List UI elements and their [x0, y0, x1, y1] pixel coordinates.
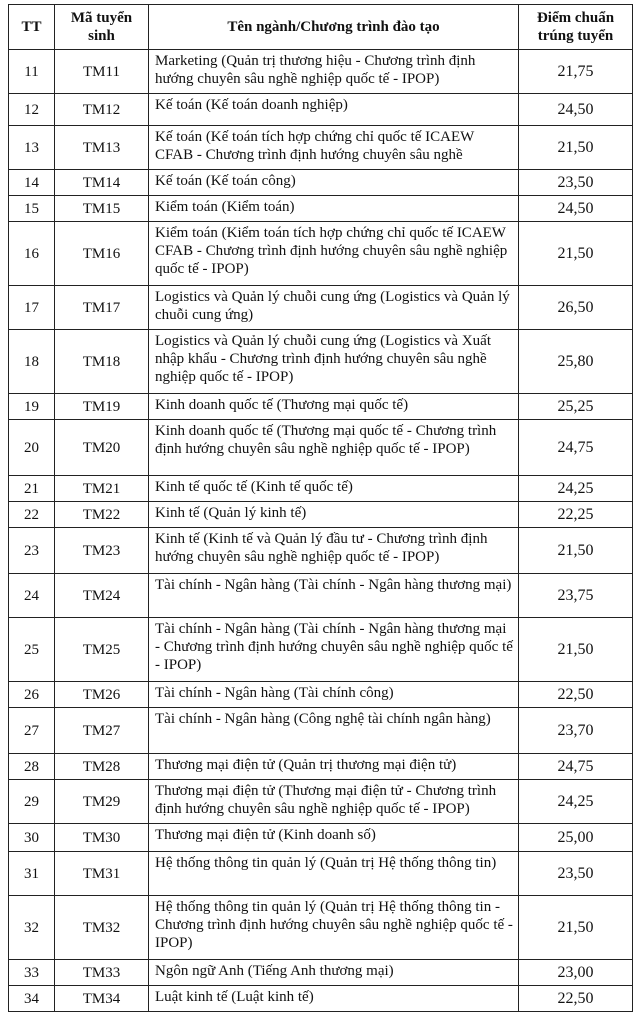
cell-tt: 20 [9, 420, 55, 476]
cell-program-name: Kiểm toán (Kiểm toán) [149, 196, 519, 222]
table-row [9, 476, 633, 502]
cell-program-name: Tài chính - Ngân hàng (Công nghệ tài chính ngân hàng) [149, 708, 519, 754]
cell-program-name: Logistics và Quản lý chuỗi cung ứng (Logistics và Quản lý chuỗi cung ứng) [149, 286, 519, 330]
cell-score: 21,50 [519, 222, 633, 286]
cell-tt: 21 [9, 476, 55, 502]
cell-code: TM18 [55, 330, 149, 394]
cell-score: 21,50 [519, 126, 633, 170]
cell-program-name: Logistics và Quản lý chuỗi cung ứng (Logistics và Xuất nhập khẩu - Chương trình định hướng chuyên sâu nghề nghiệp quốc tế - IPOP) [149, 330, 519, 394]
cell-tt: 11 [9, 50, 55, 94]
table-row [9, 708, 633, 754]
cell-code: TM30 [55, 824, 149, 852]
table-row [9, 330, 633, 394]
cell-score: 25,25 [519, 394, 633, 420]
table-row [9, 852, 633, 896]
cell-tt: 12 [9, 94, 55, 126]
cell-score: 23,75 [519, 574, 633, 618]
cell-program-name: Kế toán (Kế toán doanh nghiệp) [149, 94, 519, 126]
cell-score: 26,50 [519, 286, 633, 330]
cell-program-name: Kinh doanh quốc tế (Thương mại quốc tế) [149, 394, 519, 420]
cell-score: 23,50 [519, 170, 633, 196]
cell-score: 23,00 [519, 960, 633, 986]
cell-program-name: Marketing (Quản trị thương hiệu - Chương trình định hướng chuyên sâu nghề nghiệp quốc tế - IPOP) [149, 50, 519, 94]
cell-score: 22,25 [519, 502, 633, 528]
header-program-name: Tên ngành/Chương trình đào tạo [149, 5, 519, 50]
table-row [9, 502, 633, 528]
cell-tt: 32 [9, 896, 55, 960]
cell-score: 21,50 [519, 528, 633, 574]
cell-score: 24,75 [519, 754, 633, 780]
cell-tt: 28 [9, 754, 55, 780]
cell-tt: 31 [9, 852, 55, 896]
header-score-line2: trúng tuyển [537, 28, 614, 44]
table-row [9, 618, 633, 682]
header-code-line2: sinh [88, 28, 115, 44]
cell-program-name: Hệ thống thông tin quản lý (Quản trị Hệ thống thông tin) [149, 852, 519, 896]
cell-code: TM26 [55, 682, 149, 708]
cell-program-name: Luật kinh tế (Luật kinh tế) [149, 986, 519, 1012]
cell-code: TM17 [55, 286, 149, 330]
page-corner-mark [620, 970, 638, 980]
header-score-line1: Điểm chuẩn [536, 10, 615, 26]
cell-tt: 14 [9, 170, 55, 196]
cell-tt: 15 [9, 196, 55, 222]
cell-program-name: Thương mại điện tử (Thương mại điện tử - Chương trình định hướng chuyên sâu nghề nghiệp quốc tế - IPOP) [149, 780, 519, 824]
cell-code: TM32 [55, 896, 149, 960]
cell-code: TM25 [55, 618, 149, 682]
table-row [9, 170, 633, 196]
admission-scores-table [8, 4, 633, 1012]
cell-tt: 24 [9, 574, 55, 618]
table-row [9, 754, 633, 780]
cell-code: TM22 [55, 502, 149, 528]
cell-score: 23,50 [519, 852, 633, 896]
cell-tt: 29 [9, 780, 55, 824]
header-code-line1: Mã tuyển [70, 10, 133, 26]
cell-score: 24,75 [519, 420, 633, 476]
cell-score: 21,75 [519, 50, 633, 94]
table-row [9, 394, 633, 420]
cell-program-name: Ngôn ngữ Anh (Tiếng Anh thương mại) [149, 960, 519, 986]
cell-score: 25,00 [519, 824, 633, 852]
cell-program-name: Tài chính - Ngân hàng (Tài chính công) [149, 682, 519, 708]
cell-program-name: Hệ thống thông tin quản lý (Quản trị Hệ thống thông tin - Chương trình định hướng chuyên sâu nghề nghiệp quốc tế - IPOP) [149, 896, 519, 960]
cell-code: TM24 [55, 574, 149, 618]
cell-score: 21,50 [519, 618, 633, 682]
cell-tt: 23 [9, 528, 55, 574]
table-row [9, 682, 633, 708]
cell-program-name: Thương mại điện tử (Kinh doanh số) [149, 824, 519, 852]
table-row [9, 222, 633, 286]
table-row [9, 824, 633, 852]
cell-tt: 25 [9, 618, 55, 682]
cell-code: TM34 [55, 986, 149, 1012]
cell-tt: 18 [9, 330, 55, 394]
cell-tt: 26 [9, 682, 55, 708]
table-row [9, 528, 633, 574]
cell-program-name: Kế toán (Kế toán công) [149, 170, 519, 196]
cell-tt: 34 [9, 986, 55, 1012]
cell-tt: 33 [9, 960, 55, 986]
cell-program-name: Thương mại điện tử (Quản trị thương mại điện tử) [149, 754, 519, 780]
cell-score: 25,80 [519, 330, 633, 394]
cell-score: 23,70 [519, 708, 633, 754]
table-row [9, 94, 633, 126]
cell-code: TM15 [55, 196, 149, 222]
cell-code: TM19 [55, 394, 149, 420]
table-row [9, 896, 633, 960]
cell-program-name: Kinh tế (Quản lý kinh tế) [149, 502, 519, 528]
cell-tt: 16 [9, 222, 55, 286]
cell-program-name: Kinh tế (Kinh tế và Quản lý đầu tư - Chương trình định hướng chuyên sâu nghề nghiệp quốc tế - IPOP) [149, 528, 519, 574]
admission-scores-sheet [8, 4, 632, 1012]
cell-program-name: Tài chính - Ngân hàng (Tài chính - Ngân hàng thương mại - Chương trình định hướng chuyên sâu nghề nghiệp quốc tế - IPOP) [149, 618, 519, 682]
table-row [9, 50, 633, 94]
table-row [9, 420, 633, 476]
cell-tt: 13 [9, 126, 55, 170]
cell-program-name: Kinh tế quốc tế (Kinh tế quốc tế) [149, 476, 519, 502]
cell-code: TM13 [55, 126, 149, 170]
cell-code: TM14 [55, 170, 149, 196]
cell-code: TM16 [55, 222, 149, 286]
cell-score: 24,50 [519, 94, 633, 126]
cell-program-name: Kế toán (Kế toán tích hợp chứng chỉ quốc tế ICAEW CFAB - Chương trình định hướng chuyên sâu nghề [149, 126, 519, 170]
cell-score: 24,25 [519, 780, 633, 824]
table-row [9, 574, 633, 618]
table-row [9, 780, 633, 824]
cell-tt: 17 [9, 286, 55, 330]
table-row [9, 196, 633, 222]
cell-code: TM21 [55, 476, 149, 502]
cell-score: 24,25 [519, 476, 633, 502]
cell-code: TM11 [55, 50, 149, 94]
cell-code: TM20 [55, 420, 149, 476]
cell-tt: 22 [9, 502, 55, 528]
header-score [519, 5, 633, 50]
table-row [9, 986, 633, 1012]
cell-code: TM31 [55, 852, 149, 896]
cell-score: 21,50 [519, 896, 633, 960]
cell-code: TM27 [55, 708, 149, 754]
cell-tt: 27 [9, 708, 55, 754]
cell-code: TM28 [55, 754, 149, 780]
cell-score: 22,50 [519, 682, 633, 708]
cell-tt: 19 [9, 394, 55, 420]
table-row [9, 286, 633, 330]
cell-score: 24,50 [519, 196, 633, 222]
cell-code: TM29 [55, 780, 149, 824]
cell-program-name: Kiểm toán (Kiểm toán tích hợp chứng chỉ quốc tế ICAEW CFAB - Chương trình định hướng chuyên sâu nghề nghiệp quốc tế - IPOP) [149, 222, 519, 286]
cell-code: TM33 [55, 960, 149, 986]
cell-tt: 30 [9, 824, 55, 852]
table-body [9, 50, 633, 1012]
header-code [55, 5, 149, 50]
cell-program-name: Tài chính - Ngân hàng (Tài chính - Ngân hàng thương mại) [149, 574, 519, 618]
cell-code: TM12 [55, 94, 149, 126]
table-row [9, 126, 633, 170]
header-tt: TT [9, 5, 55, 50]
cell-program-name: Kinh doanh quốc tế (Thương mại quốc tế - Chương trình định hướng chuyên sâu nghề nghiệp quốc tế - IPOP) [149, 420, 519, 476]
cell-code: TM23 [55, 528, 149, 574]
table-header-row [9, 5, 633, 50]
cell-score: 22,50 [519, 986, 633, 1012]
